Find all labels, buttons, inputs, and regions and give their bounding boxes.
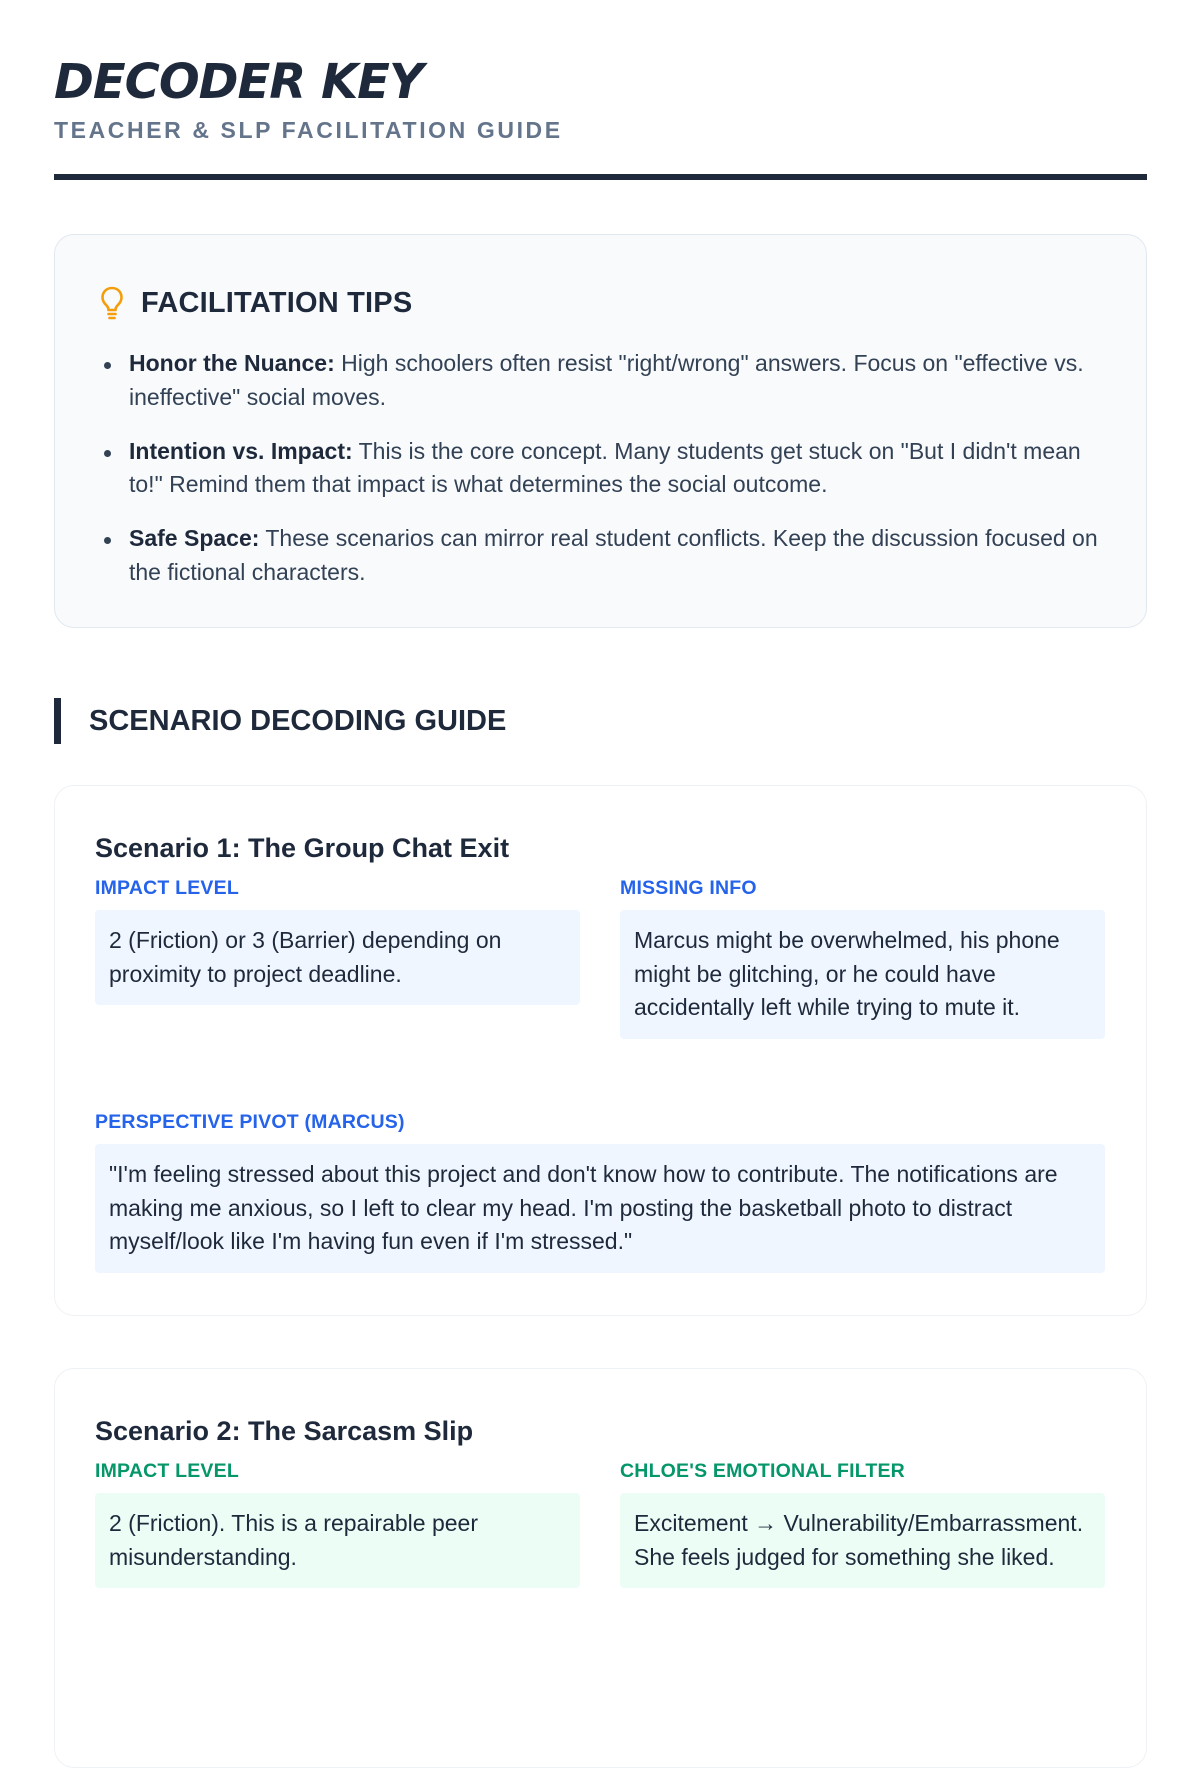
tip-item xyxy=(101,435,1101,502)
field-value: "I'm feeling stressed about this project and don't know how to contribute. The notifications are making me anxious, so I left to clear my head. I'm posting the basketball photo to distract myself/look like I'm having fun even if I'm stressed." xyxy=(95,1144,1105,1273)
tip-lead: Honor the Nuance: xyxy=(129,350,335,376)
tip-item xyxy=(101,347,1101,414)
tip-lead: Intention vs. Impact: xyxy=(129,437,353,464)
scenario-title: Scenario 1: The Group Chat Exit xyxy=(95,833,510,863)
scenario-card xyxy=(54,1368,1147,1768)
emotional-filter-field xyxy=(620,1459,1105,1588)
scenario-title: Scenario 2: The Sarcasm Slip xyxy=(95,1416,474,1446)
scenario-card xyxy=(54,785,1147,1316)
page-title: DECODER KEY xyxy=(54,54,423,110)
section-accent-bar xyxy=(54,698,61,744)
tip-lead: Safe Space: xyxy=(129,525,260,551)
tip-text: These scenarios can mirror real student conflicts. Keep the discussion focused on the fictional characters. xyxy=(129,525,1098,585)
tips-title: FACILITATION TIPS xyxy=(141,286,413,319)
impact-level-field xyxy=(95,1459,580,1588)
tip-item xyxy=(101,522,1101,589)
field-label: IMPACT LEVEL xyxy=(95,1460,239,1482)
section-title: SCENARIO DECODING GUIDE xyxy=(89,704,507,737)
tip-text: This is the core concept. Many students get stuck on "But I didn't mean to!" Remind them that impact is what determines the social outcome. xyxy=(129,437,1081,497)
lightbulb-icon xyxy=(99,285,125,321)
impact-level-field xyxy=(95,876,580,1005)
missing-info-field xyxy=(620,876,1105,1039)
field-value: 2 (Friction) or 3 (Barrier) depending on proximity to project deadline. xyxy=(95,910,580,1005)
header-divider xyxy=(54,174,1147,180)
tips-list xyxy=(101,347,1101,610)
field-label: IMPACT LEVEL xyxy=(95,877,239,899)
field-value: Excitement → Vulnerability/Embarrassment. She feels judged for something she liked. xyxy=(620,1493,1105,1588)
facilitation-tips-panel xyxy=(54,234,1147,628)
field-label: PERSPECTIVE PIVOT (MARCUS) xyxy=(95,1111,405,1133)
tip-text: High schoolers often resist "right/wrong" answers. Focus on "effective vs. ineffective" social moves. xyxy=(129,350,1084,410)
tips-heading xyxy=(99,285,412,321)
field-value: Marcus might be overwhelmed, his phone might be glitching, or he could have accidentally left while trying to mute it. xyxy=(620,910,1105,1039)
field-label: CHLOE'S EMOTIONAL FILTER xyxy=(620,1460,905,1482)
field-label: MISSING INFO xyxy=(620,877,757,899)
page-subtitle: TEACHER & SLP FACILITATION GUIDE xyxy=(54,117,563,143)
field-value: 2 (Friction). This is a repairable peer misunderstanding. xyxy=(95,1493,580,1588)
section-heading xyxy=(54,698,506,744)
perspective-pivot-field xyxy=(95,1110,1105,1273)
